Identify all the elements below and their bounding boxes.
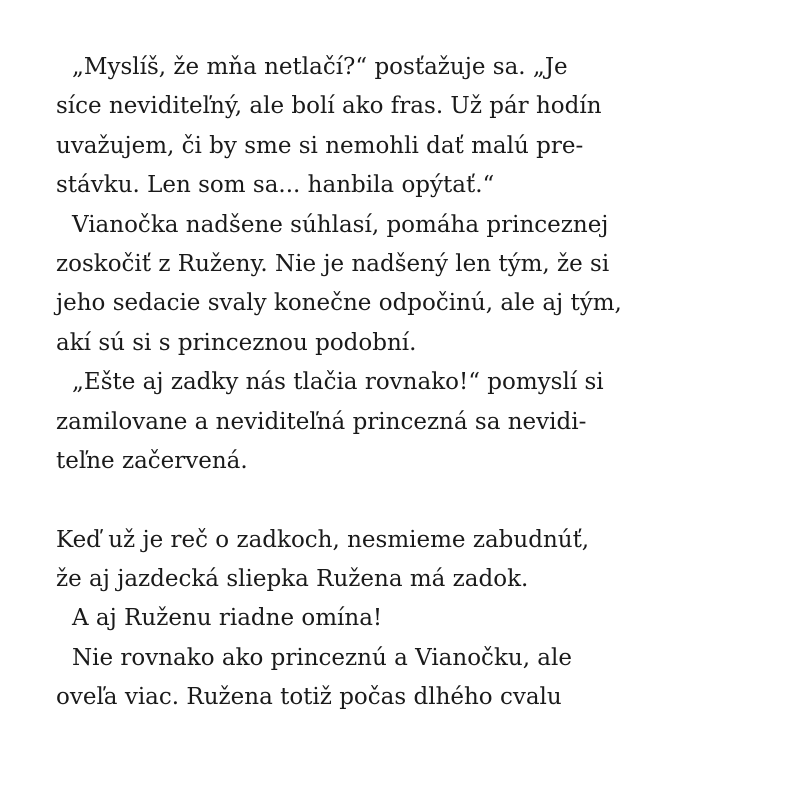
text-line: Keď už je reč o zadkoch, nesmieme zabudnúť, — [56, 526, 590, 553]
text-line: „Ešte aj zadky nás tlačia rovnako!“ pomyslí si — [72, 369, 604, 396]
text-line: zamilovane a neviditeľná princezná sa nevidi- — [56, 408, 587, 435]
text-line: akí sú si s princeznou podobní. — [56, 329, 417, 356]
text-line: A aj Ruženu riadne omína! — [72, 605, 383, 632]
text-line: Vianočka nadšene súhlasí, pomáha princeznej — [72, 211, 609, 238]
book-page — [56, 48, 756, 718]
paragraph-gap — [56, 481, 756, 520]
text-line: zoskočiť z Ruženy. Nie je nadšený len tým, že si — [56, 250, 610, 277]
text-line: „Myslíš, že mňa netlačí?“ posťažuje sa. „Je — [72, 54, 568, 80]
text-line: teľne začervená. — [56, 447, 248, 474]
text-line: Nie rovnako ako princeznú a Vianočku, ale — [72, 644, 572, 671]
text-line: oveľa viac. Ružena totiž počas dlhého cvalu — [56, 684, 562, 711]
text-line: že aj jazdecká sliepka Ružena má zadok. — [56, 566, 529, 593]
text-line: jeho sedacie svaly konečne odpočinú, ale aj tým, — [56, 290, 622, 317]
text-line: stávku. Len som sa... hanbila opýtať.“ — [56, 172, 495, 199]
text-line: uvažujem, či by sme si nemohli dať malú pre- — [56, 132, 584, 159]
text-line: síce neviditeľný, ale bolí ako fras. Už pár hodín — [56, 93, 602, 120]
